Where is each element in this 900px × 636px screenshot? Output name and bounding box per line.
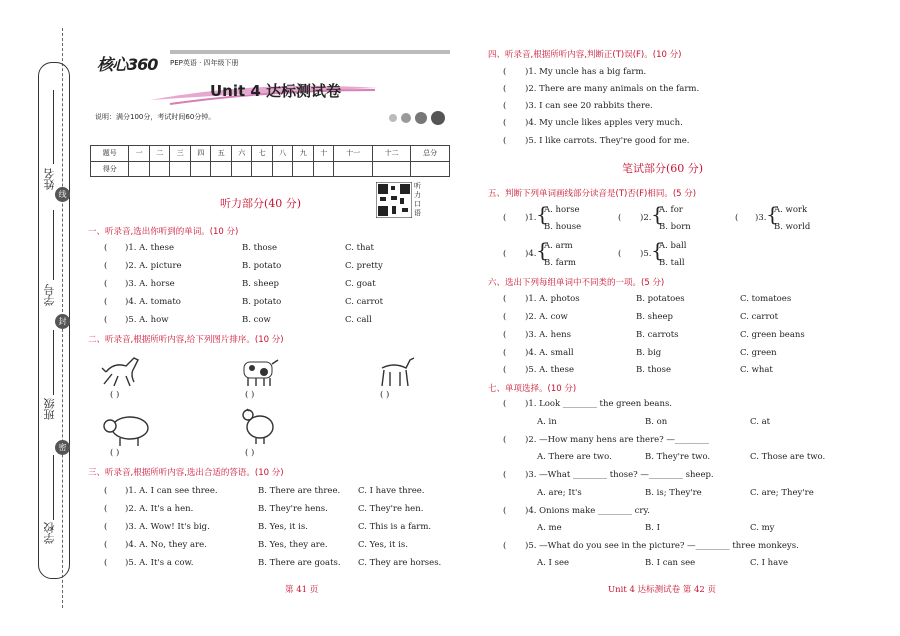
- option-c: C. what: [740, 365, 773, 375]
- option-b: B. house: [544, 222, 582, 232]
- answer-paren[interactable]: (: [104, 540, 108, 550]
- option-c: C. that: [345, 243, 374, 253]
- table-cell: 九: [293, 146, 314, 162]
- option-b: B. Yes, they are.: [258, 540, 328, 550]
- question-stem: )3. A. horse: [125, 279, 175, 289]
- option-b: B. big: [636, 348, 662, 358]
- class-line: [53, 330, 54, 395]
- option-b: B. carrots: [636, 330, 679, 340]
- section-6-title: 六、选出下列每组单词中不同类的一项。(5 分): [488, 278, 665, 288]
- brace: {: [651, 238, 664, 262]
- answer-paren[interactable]: (: [618, 249, 622, 259]
- question-stem: )5. I like carrots. They're good for me.: [525, 136, 690, 146]
- option-c: C. at: [750, 417, 771, 427]
- section-2-title: 二、听录音,根据所听内容,给下列图片排序。(10 分): [88, 335, 284, 345]
- question-stem: )5. —What do you see in the picture? —________ three monkeys.: [525, 541, 799, 551]
- option-a: A. in: [537, 417, 557, 427]
- question-stem: )4. My uncle likes apples very much.: [525, 118, 683, 128]
- question-stem: )4. A. tomato: [125, 297, 181, 307]
- question-stem: )2. A. picture: [125, 261, 182, 271]
- answer-paren[interactable]: (: [503, 348, 507, 358]
- score-table-header-row: [91, 146, 450, 162]
- header-rule: [170, 50, 450, 54]
- answer-paren[interactable]: (: [503, 541, 507, 551]
- question-stem: )4. Onions make ________ cry.: [525, 506, 650, 516]
- score-cell[interactable]: [211, 161, 232, 177]
- answer-paren[interactable]: (: [618, 213, 622, 223]
- table-cell: 题号: [91, 146, 129, 162]
- answer-paren[interactable]: (: [503, 67, 507, 77]
- school-label: 学校: [43, 522, 56, 544]
- answer-paren[interactable]: (: [104, 279, 108, 289]
- option-c: C. call: [345, 315, 372, 325]
- score-cell[interactable]: [170, 161, 191, 177]
- horse-picture: [100, 352, 144, 388]
- question-stem: )1. A. I can see three.: [125, 486, 218, 496]
- answer-paren[interactable]: (: [503, 118, 507, 128]
- option-a: A. horse: [544, 205, 580, 215]
- question-number: )1.: [525, 213, 537, 223]
- option-a: A. arm: [544, 241, 573, 251]
- answer-paren[interactable]: (: [503, 330, 507, 340]
- question-stem: )2. —How many hens are there? —________: [525, 435, 709, 445]
- table-cell: 一: [129, 146, 150, 162]
- option-c: C. my: [750, 523, 775, 533]
- answer-paren[interactable]: (: [503, 506, 507, 516]
- answer-paren[interactable]: (: [104, 522, 108, 532]
- picture-answer-paren[interactable]: ( ): [110, 448, 120, 458]
- qr-label: 听力口语: [414, 182, 421, 217]
- option-c: C. I have three.: [358, 486, 425, 496]
- score-cell[interactable]: [272, 161, 293, 177]
- table-cell: 三: [170, 146, 191, 162]
- table-cell: 十: [313, 146, 334, 162]
- option-b: B. cow: [242, 315, 271, 325]
- answer-paren[interactable]: (: [503, 84, 507, 94]
- answer-paren[interactable]: (: [503, 435, 507, 445]
- score-cell[interactable]: [293, 161, 314, 177]
- section-5-title: 五、判断下列单词画线部分读音是(T)否(F)相同。(5 分): [488, 189, 697, 199]
- student-number-label: 学号: [43, 284, 56, 306]
- answer-paren[interactable]: (: [104, 486, 108, 496]
- table-cell: 七: [252, 146, 273, 162]
- option-b: B. There are goats.: [258, 558, 341, 568]
- section-4-title: 四、听录音,根据所听内容,判断正(T)误(F)。(10 分): [488, 50, 682, 60]
- option-c: C. green: [740, 348, 777, 358]
- picture-answer-paren[interactable]: ( ): [380, 390, 390, 400]
- option-b: B. those: [636, 365, 672, 375]
- table-cell: 得分: [91, 161, 129, 177]
- answer-paren[interactable]: (: [104, 558, 108, 568]
- option-a: A. ball: [659, 241, 687, 251]
- option-b: B. on: [645, 417, 668, 427]
- question-stem: )5. A. these: [525, 365, 574, 375]
- option-c: C. carrot: [345, 297, 384, 307]
- option-a: A. I see: [537, 558, 570, 568]
- question-stem: )4. A. small: [525, 348, 574, 358]
- answer-paren[interactable]: (: [104, 243, 108, 253]
- option-c: C. green beans: [740, 330, 805, 340]
- answer-paren[interactable]: (: [503, 365, 507, 375]
- question-number: )4.: [525, 249, 537, 259]
- writing-heading: 笔试部分(60 分): [622, 162, 704, 175]
- seal-mark-feng: 封: [55, 314, 70, 329]
- question-stem: )1. A. photos: [525, 294, 580, 304]
- answer-paren[interactable]: (: [104, 261, 108, 271]
- option-b: B. potato: [242, 261, 282, 271]
- option-b: B. tall: [659, 258, 685, 268]
- qr-code-icon[interactable]: [376, 182, 412, 218]
- option-b: B. born: [659, 222, 691, 232]
- book-name: PEP英语 · 四年级下册: [170, 59, 239, 67]
- answer-paren[interactable]: (: [503, 249, 507, 259]
- option-c: C. They are horses.: [358, 558, 442, 568]
- score-cell[interactable]: [231, 161, 252, 177]
- option-b: B. They're hens.: [258, 504, 328, 514]
- score-cell[interactable]: [190, 161, 211, 177]
- option-a: A. me: [537, 523, 562, 533]
- answer-paren[interactable]: (: [735, 213, 739, 223]
- page-title: Unit 4 达标测试卷: [210, 82, 342, 100]
- question-stem: )3. A. hens: [525, 330, 572, 340]
- option-a: A. for: [659, 205, 683, 215]
- score-cell[interactable]: [149, 161, 170, 177]
- brand-logo: 核心360: [97, 55, 158, 74]
- seal-mark-mi: 密: [55, 440, 70, 455]
- picture-answer-paren[interactable]: ( ): [245, 448, 255, 458]
- cow-picture: [238, 352, 282, 388]
- number-line: [53, 210, 54, 280]
- answer-paren[interactable]: (: [503, 136, 507, 146]
- option-c: C. Yes, it is.: [358, 540, 408, 550]
- question-stem: )1. A. these: [125, 243, 174, 253]
- option-c: C. This is a farm.: [358, 522, 432, 532]
- question-stem: )2. There are many animals on the farm.: [525, 84, 700, 94]
- question-stem: )2. A. It's a hen.: [125, 504, 194, 514]
- option-b: B. Yes, it is.: [258, 522, 308, 532]
- name-line: [53, 90, 54, 164]
- answer-paren[interactable]: (: [104, 504, 108, 514]
- question-stem: )2. A. cow: [525, 312, 568, 322]
- exam-note: 说明：满分100分，考试时间60分钟。: [95, 113, 216, 121]
- picture-answer-paren[interactable]: ( ): [110, 390, 120, 400]
- hen-picture: [238, 405, 278, 445]
- answer-paren[interactable]: (: [104, 315, 108, 325]
- option-b: B. world: [774, 222, 811, 232]
- question-stem: )5. A. how: [125, 315, 169, 325]
- option-b: B. farm: [544, 258, 576, 268]
- answer-paren[interactable]: (: [104, 297, 108, 307]
- table-cell: 二: [149, 146, 170, 162]
- question-stem: )3. A. Wow! It's big.: [125, 522, 210, 532]
- picture-answer-paren[interactable]: ( ): [245, 390, 255, 400]
- option-b: B. sheep: [242, 279, 279, 289]
- score-cell[interactable]: [411, 161, 450, 177]
- section-3-title: 三、听录音,根据所听内容,选出合适的答语。(10 分): [88, 468, 284, 478]
- score-cell[interactable]: [372, 161, 410, 177]
- decorative-dots: [388, 108, 450, 128]
- option-c: C. carrot: [740, 312, 779, 322]
- question-number: )3.: [755, 213, 767, 223]
- section-1-title: 一、听录音,选出你听到的单词。(10 分): [88, 227, 239, 237]
- student-name-label: 姓名: [43, 168, 56, 190]
- brace: {: [651, 202, 664, 226]
- table-cell: 十二: [372, 146, 410, 162]
- answer-paren[interactable]: (: [503, 399, 507, 409]
- option-b: B. potato: [242, 297, 282, 307]
- question-stem: )5. A. It's a cow.: [125, 558, 194, 568]
- option-a: A. are; It's: [537, 488, 582, 498]
- question-stem: )4. A. No, they are.: [125, 540, 207, 550]
- option-b: B. potatoes: [636, 294, 685, 304]
- answer-paren[interactable]: (: [503, 470, 507, 480]
- table-cell: 四: [190, 146, 211, 162]
- brace: {: [536, 238, 549, 262]
- question-stem: )3. —What ________ those? —________ sheep.: [525, 470, 714, 480]
- sheep-picture: [100, 412, 152, 448]
- listening-heading: 听力部分(40 分): [220, 197, 302, 210]
- option-b: B. sheep: [636, 312, 673, 322]
- answer-paren[interactable]: (: [503, 213, 507, 223]
- option-c: C. are; They're: [750, 488, 814, 498]
- answer-paren[interactable]: (: [503, 294, 507, 304]
- option-c: C. I have: [750, 558, 789, 568]
- option-b: B. I can see: [645, 558, 696, 568]
- question-stem: )3. I can see 20 rabbits there.: [525, 101, 653, 111]
- page-number-right: Unit 4 达标测试卷 第 42 页: [608, 585, 717, 595]
- seal-mark-xian: 线: [55, 187, 70, 202]
- question-number: )2.: [640, 213, 652, 223]
- option-c: C. pretty: [345, 261, 383, 271]
- brace: {: [766, 202, 779, 226]
- question-stem: )1. My uncle has a big farm.: [525, 67, 647, 77]
- answer-paren[interactable]: (: [503, 101, 507, 111]
- goat-picture: [374, 352, 418, 388]
- class-label: 班级: [43, 398, 56, 420]
- brace: {: [536, 202, 549, 226]
- table-cell: 总分: [411, 146, 450, 162]
- question-number: )5.: [640, 249, 652, 259]
- option-c: C. tomatoes: [740, 294, 792, 304]
- option-b: B. They're two.: [645, 452, 711, 462]
- score-cell[interactable]: [313, 161, 334, 177]
- option-c: C. They're hen.: [358, 504, 424, 514]
- table-cell: 五: [211, 146, 232, 162]
- table-cell: 八: [272, 146, 293, 162]
- option-b: B. those: [242, 243, 278, 253]
- score-cell[interactable]: [129, 161, 150, 177]
- table-cell: 十一: [334, 146, 372, 162]
- score-table-score-row: [91, 161, 450, 177]
- option-b: B. There are three.: [258, 486, 341, 496]
- question-stem: )1. Look ________ the green beans.: [525, 399, 673, 409]
- score-cell[interactable]: [252, 161, 273, 177]
- score-cell[interactable]: [334, 161, 372, 177]
- page-number-left: 第 41 页: [285, 585, 319, 595]
- option-c: C. Those are two.: [750, 452, 826, 462]
- option-b: B. is; They're: [645, 488, 702, 498]
- option-c: C. goat: [345, 279, 376, 289]
- answer-paren[interactable]: (: [503, 312, 507, 322]
- option-a: A. There are two.: [537, 452, 612, 462]
- option-a: A. work: [774, 205, 808, 215]
- score-table: [90, 145, 450, 177]
- section-7-title: 七、单项选择。(10 分): [488, 384, 577, 394]
- school-line: [53, 455, 54, 520]
- option-b: B. I: [645, 523, 661, 533]
- table-cell: 六: [231, 146, 252, 162]
